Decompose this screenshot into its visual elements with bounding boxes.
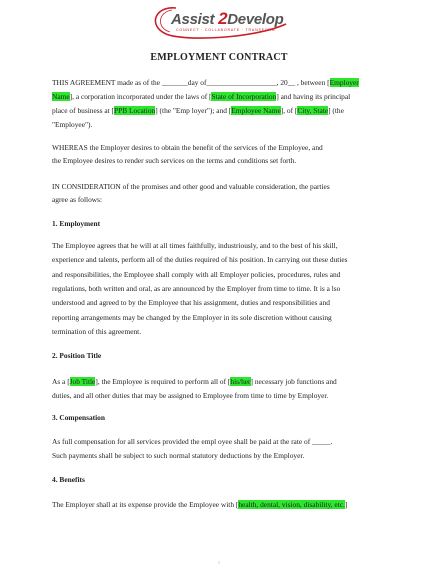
logo-tagline: CONNECT · COLLABORATE · TRANSFORM (176, 28, 276, 32)
line-text: As full compensation for all services provided the empl oyee shall be paid at the rate of _____. (52, 437, 333, 446)
line-text: and responsibilities, the Employee shall comply with all Employer policies, procedures, rules and (52, 270, 341, 279)
section-heading: 2. Position Title (52, 351, 102, 360)
contract-line (52, 195, 102, 204)
line-text: As a [ (52, 377, 70, 386)
line-text: agree as follows: (52, 195, 103, 204)
line-text: termination of this agreement. (52, 327, 142, 336)
line-text: the Employee desires to render such services on the terms and conditions set forth. (52, 156, 297, 165)
line-text: place of business at [ (52, 106, 114, 115)
contract-line (52, 120, 92, 129)
placeholder-field: State of Incorporation (211, 92, 277, 101)
placeholder-field: Job Title (69, 377, 96, 386)
contract-line (52, 284, 340, 293)
line-text: WHEREAS the Employer desires to obtain the benefit of the services of the Employee, and (52, 143, 323, 152)
section-heading: 4. Benefits (52, 475, 85, 484)
section-heading: 3. Compensation (52, 413, 105, 422)
contract-line (52, 437, 332, 446)
contract-line (52, 351, 101, 360)
line-text: THIS AGREEMENT made as of the _______day of___________________, 20__ , between [ (52, 78, 330, 87)
contract-line (52, 377, 337, 386)
contract-line (52, 92, 350, 101)
contract-line (52, 78, 359, 87)
line-text: ] and having its principal (276, 92, 351, 101)
contract-line (52, 182, 330, 191)
contract-line (52, 327, 141, 336)
placeholder-field: Employee Name (231, 106, 281, 115)
line-text: ], of [ (280, 106, 298, 115)
contract-line (52, 475, 85, 484)
placeholder-field: health, dental, vision, disability, etc. (238, 500, 345, 509)
contract-line (52, 298, 330, 307)
placeholder-field: PPB Location (113, 106, 156, 115)
line-text: ], the Employee is required to perform all of [ (95, 377, 231, 386)
placeholder-field: Name (52, 92, 70, 101)
placeholder-field: City, State (297, 106, 329, 115)
contract-line (52, 219, 100, 228)
line-text: Such payments shall be subject to such normal statutory deductions by the Employer. (52, 451, 305, 460)
contract-line (52, 391, 328, 400)
line-text: ] necessary job functions and (250, 377, 337, 386)
line-text: IN CONSIDERATION of the promises and other good and valuable consideration, the parties (52, 182, 330, 191)
page-number: 1 (218, 560, 220, 565)
contract-line (52, 143, 323, 152)
placeholder-field: Employer (329, 78, 359, 87)
contract-line (52, 241, 338, 250)
contract-line (52, 255, 348, 264)
line-text: "Employee"). (52, 120, 93, 129)
line-text: reporting arrangements may be changed by the Employer in its sole discretion without causing (52, 313, 332, 322)
line-text: experience and talents, perform all of the duties required of his position. In carrying out these duties (52, 255, 348, 264)
line-text: ], a corporation incorporated under the laws of [ (69, 92, 212, 101)
contract-line (52, 500, 347, 509)
document-title: EMPLOYMENT CONTRACT (150, 52, 288, 63)
line-text: ] (the (328, 106, 344, 115)
line-text: regulations, both written and oral, as are announced by the Employer from time to time. It is a lso (52, 284, 341, 293)
contract-line (52, 270, 340, 279)
contract-line (52, 106, 344, 115)
line-text: understood and agreed to by the Employee that his assignment, duties and responsibilities and (52, 298, 330, 307)
company-logo (146, 4, 296, 42)
contract-line (52, 451, 304, 460)
contract-line (52, 156, 296, 165)
section-heading: 1. Employment (52, 219, 101, 228)
line-text: ] (the "Emp loyer"); and [ (155, 106, 232, 115)
line-text: The Employee agrees that he will at all times faithfully, industriously, and to the best of his skill, (52, 241, 338, 250)
placeholder-field: his/her (230, 377, 251, 386)
contract-line (52, 313, 332, 322)
logo-wordmark: Assist 2Develop (171, 9, 284, 28)
contract-line (52, 413, 105, 422)
line-text: duties, and all other duties that may be assigned to Employee from time to time by Employer. (52, 391, 329, 400)
line-text: ] (344, 500, 348, 509)
line-text: The Employer shall at its expense provide the Employee with [ (52, 500, 239, 509)
